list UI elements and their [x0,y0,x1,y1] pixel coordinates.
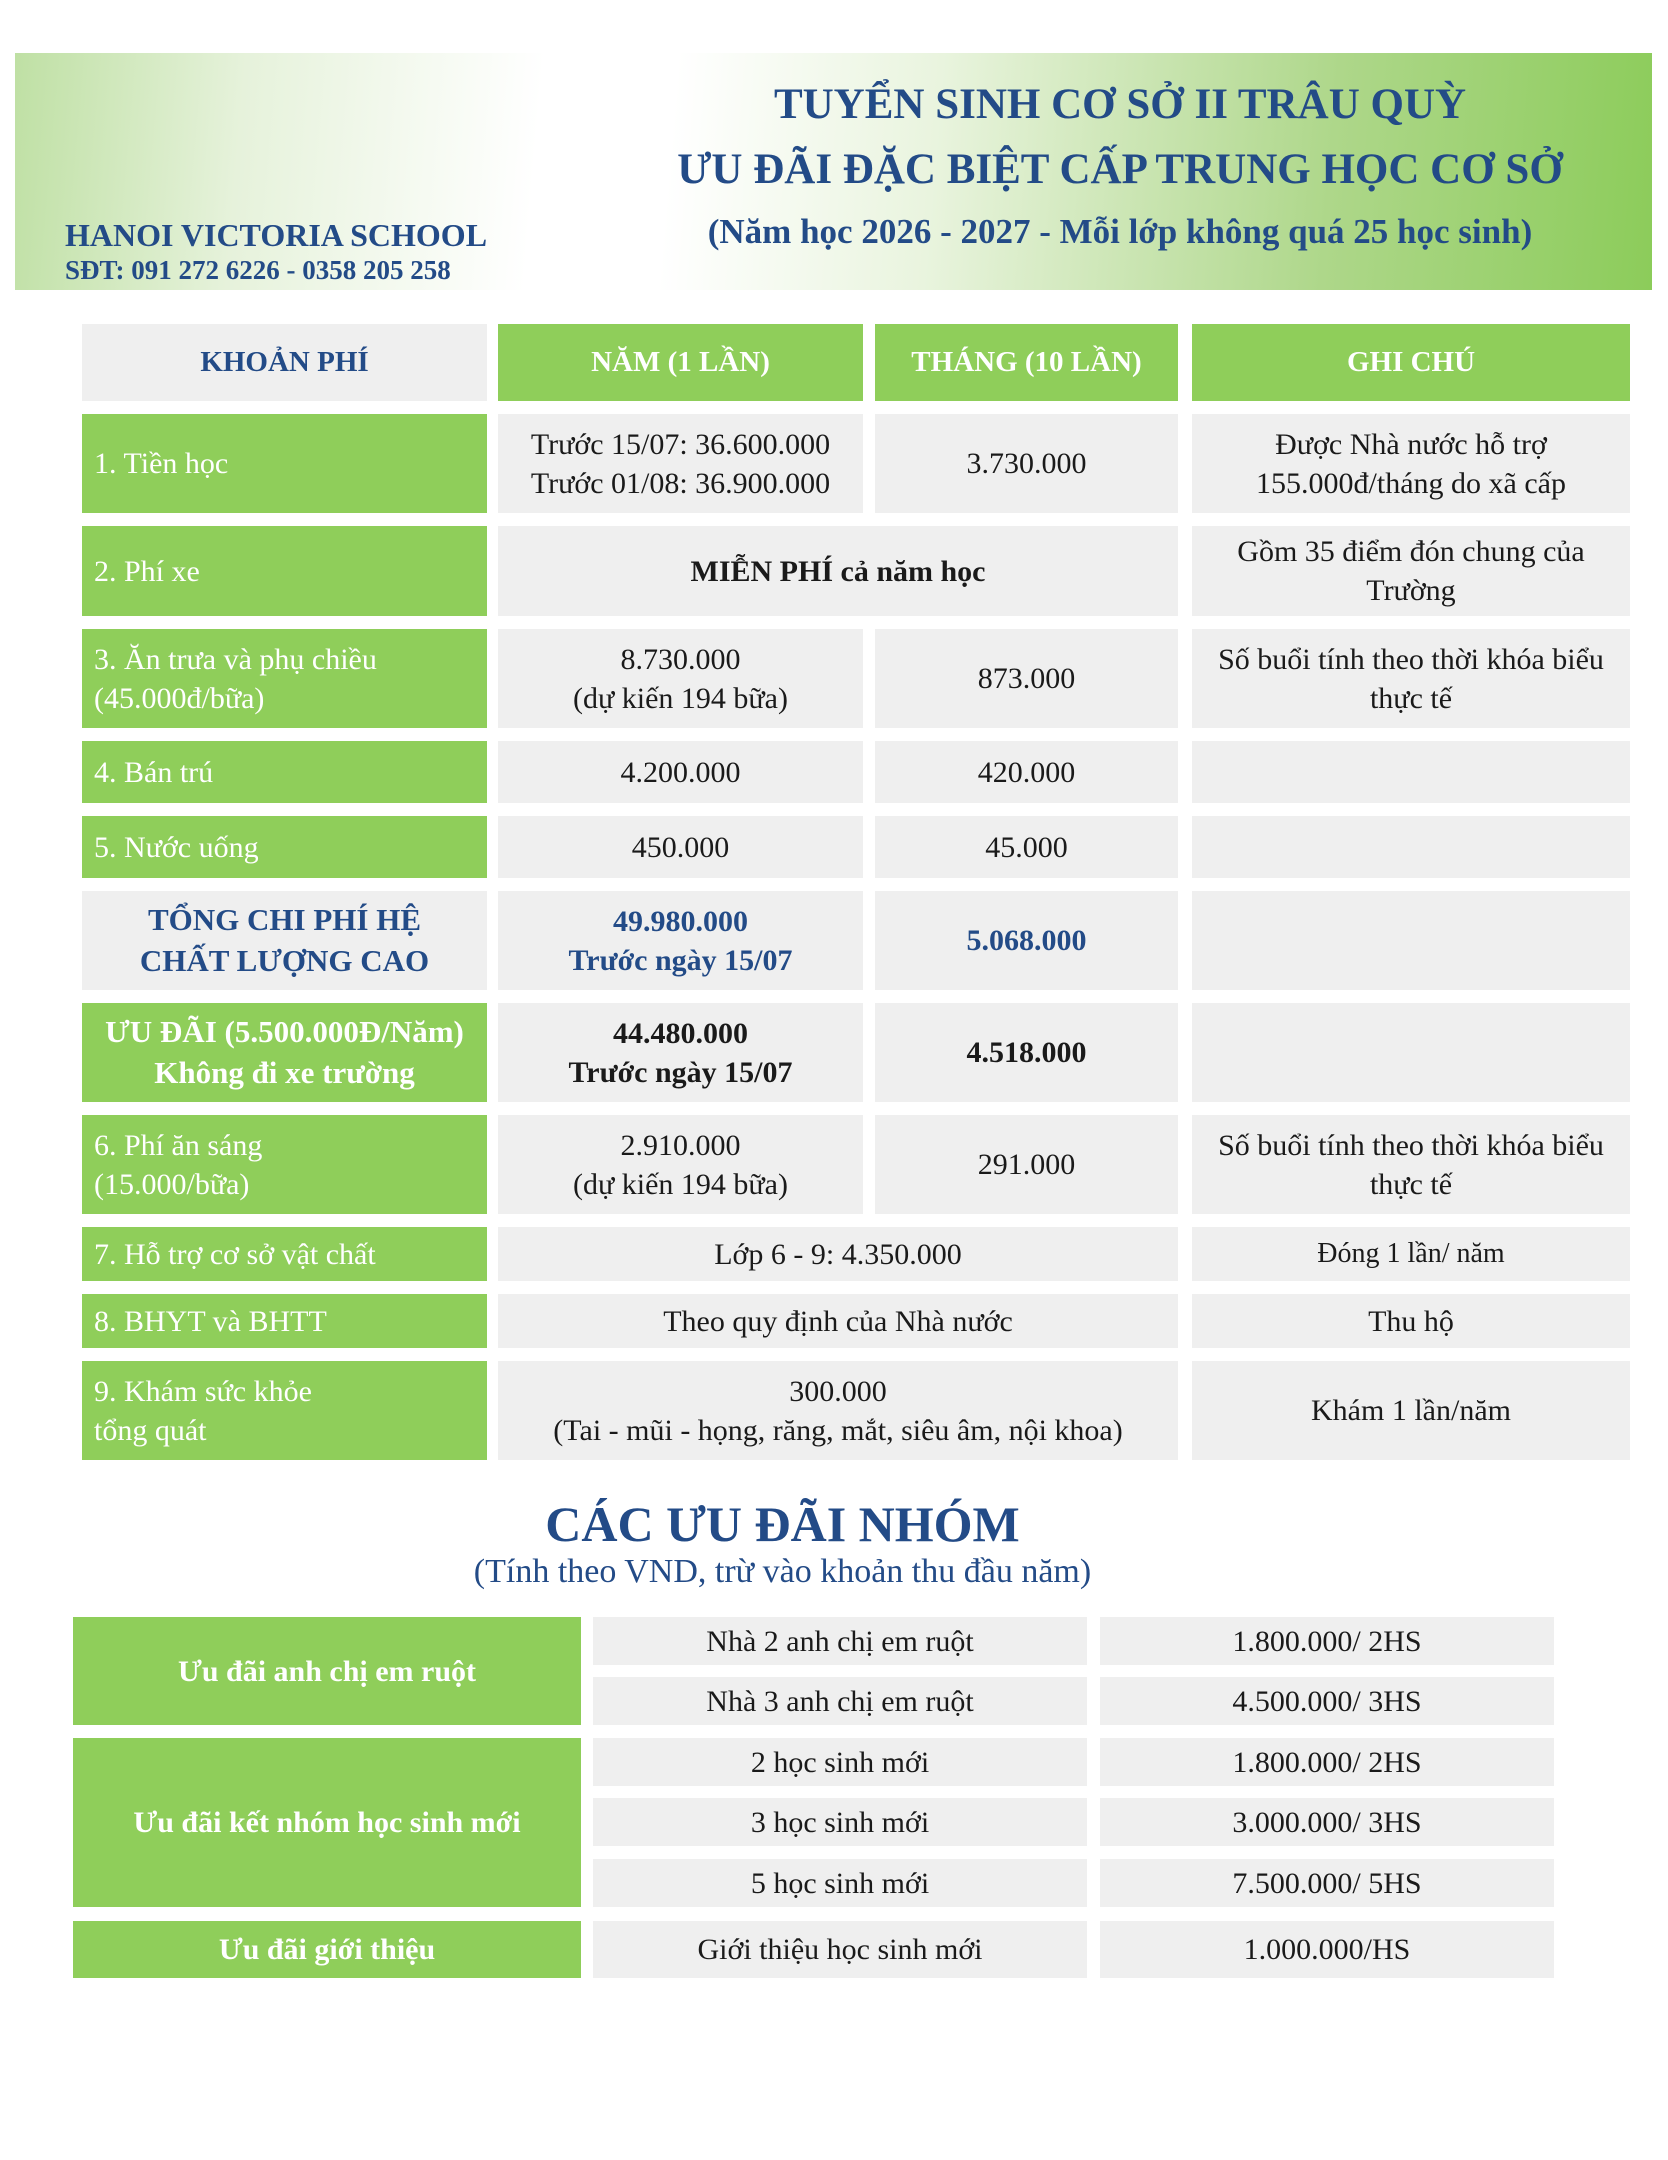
note-line: thực tế [1369,1167,1453,1201]
header-fee-item: KHOẢN PHÍ [82,324,487,401]
page-title: TUYỂN SINH CƠ SỞ II TRÂU QUỲ [773,81,1467,128]
header-month: THÁNG (10 LẦN) [875,324,1178,401]
fee-note-lunch [1192,629,1630,728]
fee-label-text: tổng quát [94,1413,207,1447]
fee-note-bus [1192,526,1630,616]
school-name: HANOI VICTORIA SCHOOL [65,217,488,253]
discount-year [498,1003,863,1102]
fee-label-boarding [82,741,487,803]
offer-desc: Nhà 2 anh chị em ruột [593,1617,1087,1665]
fee-label-text: (15.000/bữa) [94,1167,250,1201]
note-line: Trường [1366,574,1456,607]
year-line: 2.910.000 [620,1128,741,1162]
fee-year-breakfast [498,1115,863,1214]
offer-group-referral: Ưu đãi giới thiệu [73,1921,581,1978]
total-label-text: CHẤT LƯỢNG CAO [139,942,430,978]
merged-line: 300.000 [789,1374,887,1408]
year-line: 44.480.000 [613,1016,748,1050]
fee-note-breakfast [1192,1115,1630,1214]
offer-value: 1.800.000/ 2HS [1100,1617,1554,1665]
note-line: Số buổi tính theo thời khóa biểu [1218,1128,1604,1162]
fee-merged-health-check [498,1361,1178,1460]
fee-month-breakfast: 291.000 [875,1115,1178,1214]
group-offers-title: CÁC ƯU ĐÃI NHÓM [545,1496,1020,1552]
fee-year-water: 450.000 [498,816,863,878]
fee-label-breakfast [82,1115,487,1214]
offer-desc: 5 học sinh mới [593,1859,1087,1907]
fee-month-water: 45.000 [875,816,1178,878]
fee-merged-insurance: Theo quy định của Nhà nước [498,1294,1178,1348]
school-phone: SĐT: 091 272 6226 - 0358 205 258 [65,255,451,285]
fee-note-facilities: Đóng 1 lần/ năm [1192,1227,1630,1281]
total-label [82,891,487,990]
header-year: NĂM (1 LẦN) [498,324,863,401]
fee-note-water [1192,816,1630,878]
fee-label-water [82,816,487,878]
offer-value: 3.000.000/ 3HS [1100,1798,1554,1846]
discount-label-text: Không đi xe trường [154,1054,415,1090]
year-line: 49.980.000 [613,904,748,938]
fee-label-text: 4. Bán trú [94,755,214,789]
discount-label [82,1003,487,1102]
total-year [498,891,863,990]
fee-label-insurance [82,1294,487,1348]
fee-merged-bus: MIỄN PHÍ cả năm học [498,526,1178,616]
note-line: 155.000đ/tháng do xã cấp [1256,466,1566,500]
fee-label-text: 5. Nước uống [94,830,259,864]
year-line: Trước 15/07: 36.600.000 [530,427,831,461]
fee-label-lunch [82,629,487,728]
fee-label-text: 3. Ăn trưa và phụ chiều [94,642,377,676]
year-line: 8.730.000 [620,642,741,676]
fee-label-facilities [82,1227,487,1281]
year-line: Trước ngày 15/07 [568,943,793,977]
offer-value: 1.800.000/ 2HS [1100,1738,1554,1786]
merged-line: (Tai - mũi - họng, răng, mắt, siêu âm, nội khoa) [553,1413,1123,1447]
year-line: (dự kiến 194 bữa) [573,1167,788,1201]
fee-note-insurance: Thu hộ [1192,1294,1630,1348]
fee-label-text: 9. Khám sức khỏe [94,1374,312,1408]
offer-desc: 2 học sinh mới [593,1738,1087,1786]
fee-note-health-check: Khám 1 lần/năm [1192,1361,1630,1460]
total-month: 5.068.000 [875,891,1178,990]
fee-label-text: 1. Tiền học [94,447,229,480]
discount-note [1192,1003,1630,1102]
fee-label-text: 7. Hỗ trợ cơ sở vật chất [94,1237,376,1271]
offer-desc: Giới thiệu học sinh mới [593,1921,1087,1978]
fee-label-text: 2. Phí xe [94,554,200,588]
total-note [1192,891,1630,990]
fee-year-boarding: 4.200.000 [498,741,863,803]
school-year-note: (Năm học 2026 - 2027 - Mỗi lớp không quá 25 học sinh) [707,212,1533,251]
fee-label-text: 8. BHYT và BHTT [94,1304,327,1338]
fee-label-text: 6. Phí ăn sáng [94,1128,263,1162]
offer-value: 7.500.000/ 5HS [1100,1859,1554,1907]
fee-note-tuition [1192,414,1630,513]
note-line: Số buổi tính theo thời khóa biểu [1218,642,1604,676]
fee-month-boarding: 420.000 [875,741,1178,803]
discount-label-text: ƯU ĐÃI (5.500.000Đ/Năm) [105,1014,464,1050]
fee-label-bus [82,526,487,616]
fee-month-lunch: 873.000 [875,629,1178,728]
fee-year-lunch [498,629,863,728]
header-note: GHI CHÚ [1192,324,1630,401]
offer-desc: Nhà 3 anh chị em ruột [593,1677,1087,1725]
fee-label-text: (45.000đ/bữa) [94,681,265,715]
fee-merged-facilities: Lớp 6 - 9: 4.350.000 [498,1227,1178,1281]
offer-desc: 3 học sinh mới [593,1798,1087,1846]
page-subtitle: ƯU ĐÃI ĐẶC BIỆT CẤP TRUNG HỌC CƠ SỞ [677,146,1563,193]
year-line: (dự kiến 194 bữa) [573,681,788,715]
fee-year-tuition [498,414,863,513]
note-line: Gồm 35 điểm đón chung của [1237,535,1585,568]
fee-label-tuition [82,414,487,513]
year-line: Trước ngày 15/07 [568,1055,793,1089]
note-line: thực tế [1369,681,1453,715]
fee-month-tuition: 3.730.000 [875,414,1178,513]
offer-group-new-students: Ưu đãi kết nhóm học sinh mới [73,1738,581,1907]
group-offers-subtitle: (Tính theo VND, trừ vào khoản thu đầu năm) [473,1553,1092,1590]
note-line: Được Nhà nước hỗ trợ [1275,427,1547,461]
year-line: Trước 01/08: 36.900.000 [530,466,831,500]
offer-value: 1.000.000/HS [1100,1921,1554,1978]
fee-note-boarding [1192,741,1630,803]
offer-group-siblings: Ưu đãi anh chị em ruột [73,1617,581,1725]
total-label-text: TỔNG CHI PHÍ HỆ [147,902,421,938]
offer-value: 4.500.000/ 3HS [1100,1677,1554,1725]
discount-month: 4.518.000 [875,1003,1178,1102]
fee-label-health-check [82,1361,487,1460]
